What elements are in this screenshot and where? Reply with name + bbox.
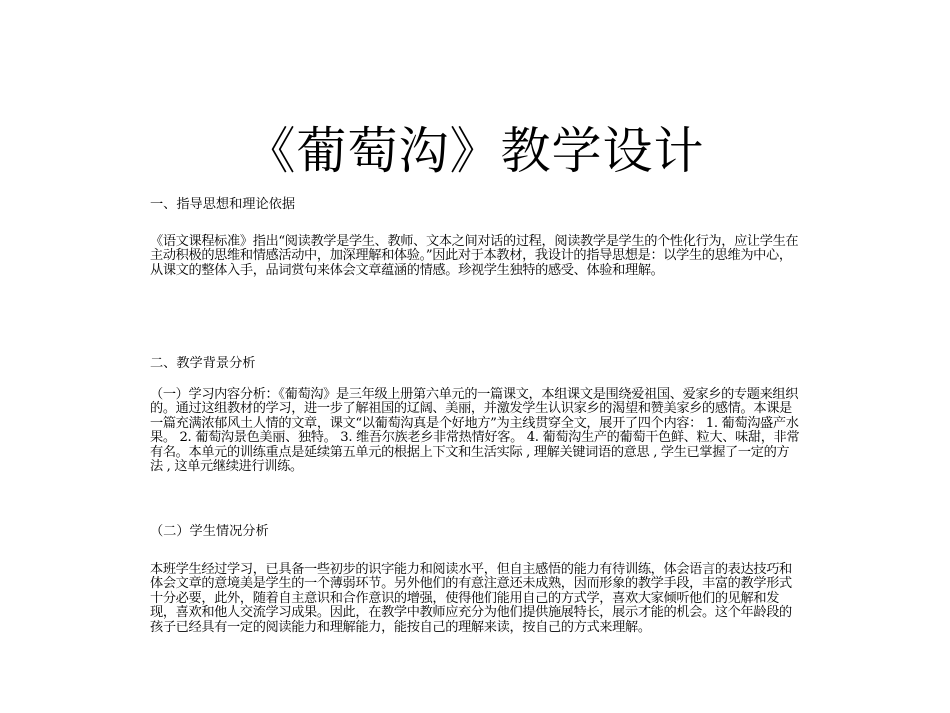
- section-heading-background: 二、教学背景分析: [150, 356, 256, 371]
- paragraph-guiding-ideas: 《语文课程标准》指出“阅读教学是学生、教师、文本之间对话的过程，阅读教学是学生的个性化行为，应让学生在主动积极的思维和情感活动中，加深理解和体验。”因此对于本教材，我设计的指导思想是：以学生的思维为中心，从课文的整体入手，品词赏句来体会文章蕴涵的情感。珍视学生独特的感受、体验和理解。: [150, 234, 799, 278]
- paragraph-student-analysis: 本班学生经过学习，已具备一些初步的识字能力和阅读水平，但自主感悟的能力有待训练，体会语言的表达技巧和体会文章的意境美是学生的一个薄弱环节。另外他们的有意注意还未成熟，因而形象的教学手段，丰富的教学形式十分必要，此外，随着自主意识和合作意识的增强，使得他们能用自己的方式学，喜欢大家倾听他们的见解和发现，喜欢和他人交流学习成果。因此，在教学中教师应充分为他们提供施展特长，展示才能的机会。这个年龄段的孩子已经具有一定的阅读能力和理解能力，能按自己的理解来读，按自己的方式来理解。: [150, 562, 792, 635]
- document-title: 《葡萄沟》教学设计: [245, 122, 705, 180]
- subsection-heading-student-analysis: （二）学生情况分析: [150, 524, 269, 539]
- paragraph-content-analysis: （一）学习内容分析：《葡萄沟》是三年级上册第六单元的一篇课文，本组课文是围绕爱祖国、爱家乡的专题来组织的。通过这组教材的学习，进一步了解祖国的辽阔、美丽，并激发学生认识家乡的渴望和赞美家乡的感情。本课是一篇充满浓郁风土人情的文章，课文“以葡萄沟真是个好地方”为主线贯穿全文，展开了四个内容： 1. 葡萄沟盛产水果。 2. 葡萄沟景色美丽、独特。 3. 维吾尔族老乡非常热情好客。 4. 葡萄沟生产的葡萄干色鲜、粒大、味甜，非常有名。本单元的训练重点是延续第五单元的根据上下文和生活实际 , 理解关键词语的意思 , 学生已掌握了一定的方法 , 这单元继续进行训练。: [150, 387, 800, 475]
- section-heading-guiding-ideas: 一、指导思想和理论依据: [150, 197, 296, 212]
